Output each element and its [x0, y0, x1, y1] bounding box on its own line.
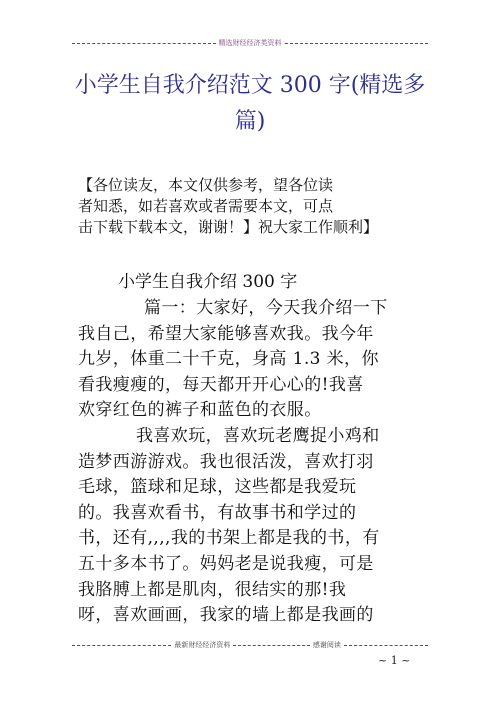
header-text: 精选财经经济类资料 — [218, 39, 282, 47]
notice-line-3: 击下载下载本文，谢谢！】祝大家工作顺利】 — [78, 218, 379, 236]
footer-divider-right — [344, 645, 428, 646]
body-line: 我自己，希望大家能够喜欢我。我今年 — [78, 323, 374, 344]
page-header — [72, 38, 428, 48]
body-line: 造梦西游游戏。我也很活泼，喜欢打羽 — [78, 451, 374, 472]
header-divider-left — [72, 43, 216, 44]
body-line: 五十多本书了。妈妈老是说我瘦，可是 — [78, 553, 374, 574]
body-line: 毛球，篮球和足球，这些都是我爱玩 — [78, 477, 357, 498]
title-line-2: 篇) — [234, 109, 266, 134]
notice-line-1: 【各位读友，本文仅供参考，望各位读 — [78, 176, 334, 194]
footer-right-text: 感谢阅读 — [312, 641, 341, 649]
body-text — [78, 296, 426, 629]
header-divider-right — [285, 43, 429, 44]
body-line: 书，还有,,,,我的书架上都是我的书，有 — [78, 528, 380, 549]
notice-line-2: 者知悉，如若喜欢或者需要本文，可点 — [78, 197, 334, 215]
body-line: 我胳膊上都是肌肉，很结实的那!我 — [78, 579, 347, 600]
footer-divider-middle — [233, 645, 309, 646]
footer-divider-left — [72, 645, 171, 646]
body-line: 呀，喜欢画画，我家的墙上都是我画的 — [78, 605, 374, 626]
body-line: 看我瘦瘦的，每天都开开心心的!我喜 — [78, 374, 364, 395]
body-line: 欢穿红色的裤子和蓝色的衣服。 — [78, 400, 322, 421]
footer-left-text: 最新财经经济资料 — [174, 641, 231, 649]
document-title — [60, 68, 440, 140]
body-line: 篇一：大家好，今天我介绍一下 — [144, 298, 388, 318]
reader-notice — [78, 175, 408, 238]
title-line-1: 小学生自我介绍范文 300 字(精选多 — [74, 73, 426, 98]
page-number: ~ 1 ~ — [378, 654, 411, 667]
section-title: 小学生自我介绍 300 字 — [118, 272, 298, 292]
body-line: 的。我喜欢看书，有故事书和学过的 — [78, 502, 357, 523]
body-line: 我喜欢玩，喜欢玩老鹰捉小鸡和 — [136, 425, 380, 446]
page-footer — [72, 640, 428, 650]
body-line: 九岁，体重二十千克，身高 1.3 米，你 — [78, 349, 379, 370]
